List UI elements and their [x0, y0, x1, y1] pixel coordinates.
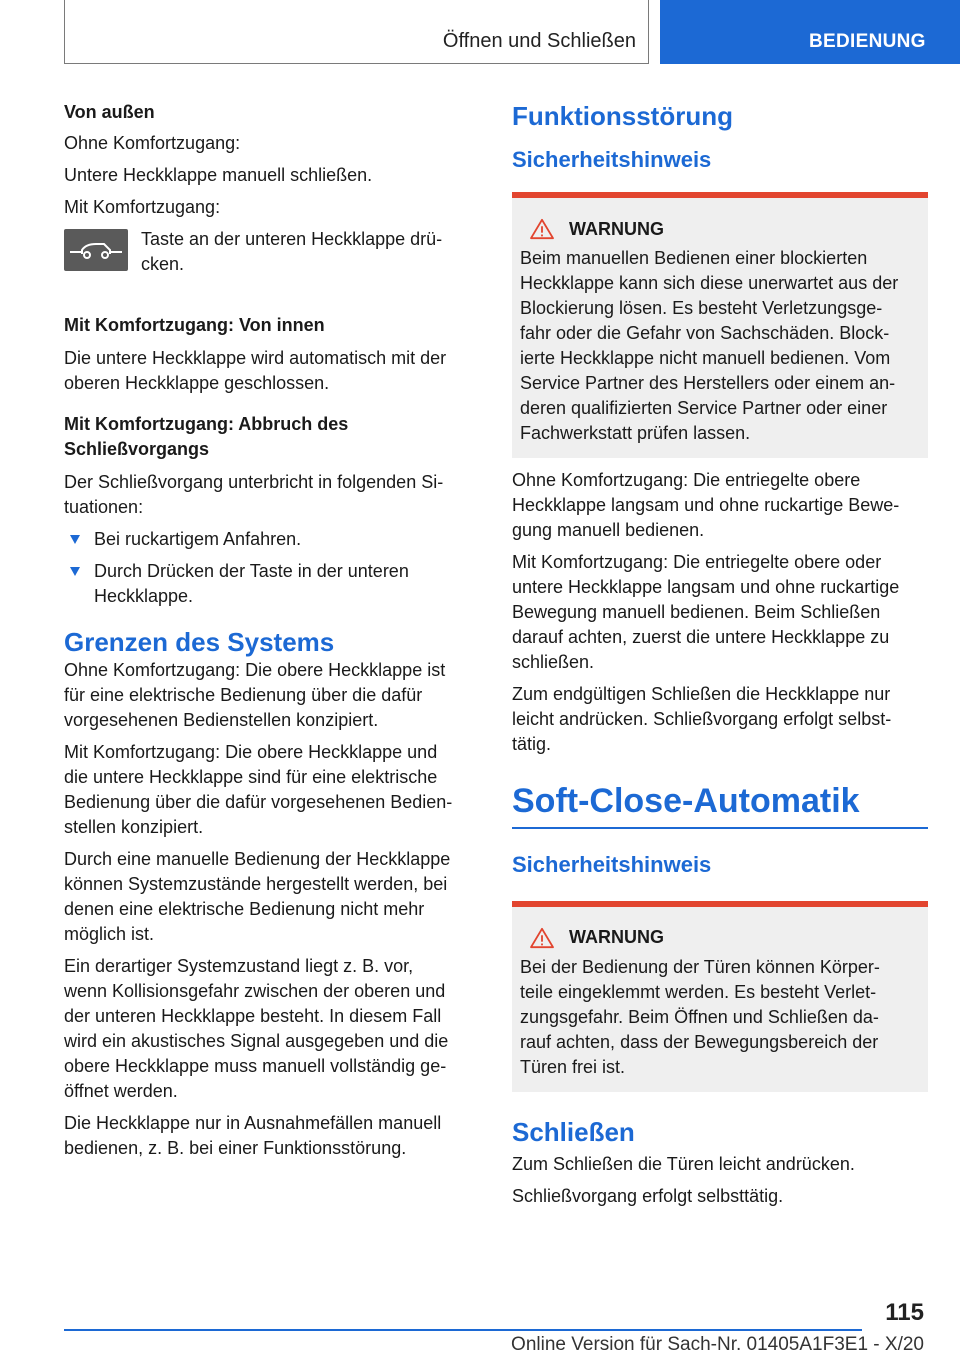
paragraph-line: stellen konzipiert.	[64, 817, 204, 837]
paragraph-line: Bewegung manuell bedienen. Beim Schließen	[512, 602, 881, 622]
warning-box	[512, 901, 928, 1092]
warning-text-line: Türen frei ist.	[520, 1056, 626, 1077]
paragraph-line: öffnet werden.	[64, 1081, 178, 1101]
warning-text-line: teile eingeklemmt werden. Es besteht Verlet-	[520, 981, 877, 1002]
paragraph-line: Heckklappe langsam und ohne ruckartige Bewe-	[512, 495, 900, 515]
text-mit-komfortzugang: Mit Komfortzugang:	[64, 197, 221, 217]
warning-text-line: fahr oder die Gefahr von Sachschäden. Block-	[520, 323, 890, 343]
list-item-text: Durch Drücken der Taste in der unteren	[94, 561, 409, 581]
paragraph	[512, 550, 928, 675]
paragraph-line: obere Heckklappe muss manuell vollständig ge-	[64, 1056, 447, 1076]
heading-sicherheitshinweis: Sicherheitshinweis	[512, 147, 712, 172]
text-schliessen: Zum Schließen die Türen leicht andrücken.	[512, 1153, 855, 1174]
warning-text-line: deren qualifizierten Service Partner oder einer	[520, 398, 888, 418]
list-item-text: Bei ruckartigem Anfahren.	[94, 529, 302, 549]
warning-label: WARNUNG	[569, 218, 664, 239]
paragraph-line: Mit Komfortzugang: Die entriegelte obere oder	[512, 552, 882, 572]
key-text-line: Taste an der unteren Heckklappe drü-	[141, 229, 443, 249]
paragraph	[512, 682, 928, 757]
paragraph-line: für eine elektrische Bedienung über die dafür	[64, 685, 423, 705]
text-abbruch-line: tuationen:	[64, 497, 144, 517]
warning-triangle-icon	[528, 927, 556, 949]
heading-abbruch: Schließvorgangs	[64, 439, 210, 459]
warning-text-line: Blockierung lösen. Es besteht Verletzungsge-	[520, 298, 883, 318]
paragraph-line: untere Heckklappe langsam und ohne ruckartige	[512, 577, 900, 597]
text-ohne-komfortzugang: Ohne Komfortzugang:	[64, 133, 241, 153]
text-untere-manuell: Untere Heckklappe manuell schließen.	[64, 165, 373, 185]
paragraph-line: Ohne Komfortzugang: Die entriegelte obere	[512, 470, 861, 490]
paragraph-line: darauf achten, zuerst die untere Heckklappe zu	[512, 627, 890, 647]
paragraph-line: Ein derartiger Systemzustand liegt z. B. vor,	[64, 956, 414, 976]
heading-schliessen: Schließen	[512, 1116, 635, 1147]
paragraph	[512, 468, 928, 543]
paragraph	[64, 954, 478, 1104]
warning-triangle-icon	[528, 218, 556, 240]
paragraph-line: gung manuell bedienen.	[512, 520, 705, 540]
warning-box	[512, 192, 928, 458]
key-instruction	[64, 227, 478, 277]
paragraph-line: die untere Heckklappe sind für eine elektrische	[64, 767, 438, 787]
text-schliessen: Schließvorgang erfolgt selbsttätig.	[512, 1185, 784, 1206]
paragraph-line: schließen.	[512, 652, 595, 672]
paragraph	[64, 1111, 478, 1161]
paragraph-line: Zum endgültigen Schließen die Heckklappe nur	[512, 684, 891, 704]
warning-text-line: Beim manuellen Bedienen einer blockierten	[520, 248, 868, 268]
paragraph-line: leicht andrücken. Schließvorgang erfolgt selbst-	[512, 709, 892, 729]
paragraph-line: tätig.	[512, 734, 552, 754]
warning-text-line: Fachwerkstatt prüfen lassen.	[520, 423, 751, 443]
list-item	[64, 527, 478, 552]
paragraph-line: können Systemzustände hergestellt werden, bei	[64, 874, 448, 894]
warning-text-line: Service Partner des Herstellers oder einem an-	[520, 373, 896, 393]
footer-online-version: Online Version für Sach-Nr. 01405A1F3E1 - X/20	[511, 1334, 924, 1355]
text-abbruch-line: Der Schließvorgang unterbricht in folgenden Si-	[64, 472, 444, 492]
chapter-tab[interactable]	[660, 0, 960, 64]
paragraph	[64, 658, 478, 733]
text-innen-line: Die untere Heckklappe wird automatisch mit der	[64, 348, 447, 368]
heading-grenzen: Grenzen des Systems	[64, 627, 335, 657]
right-column	[512, 100, 928, 1209]
warning-text-line: Heckklappe kann sich diese unerwartet aus der	[520, 273, 899, 293]
list-item	[64, 559, 478, 609]
paragraph	[64, 740, 478, 840]
paragraph-line: Mit Komfortzugang: Die obere Heckklappe und	[64, 742, 438, 762]
paragraph-line: der unteren Heckklappe besteht. In diesem Fall	[64, 1006, 442, 1026]
heading-funktionsstoerung: Funktionsstörung	[512, 101, 733, 131]
warning-label: WARNUNG	[569, 927, 664, 947]
paragraph-line: wird ein akustisches Signal ausgegeben und die	[64, 1031, 449, 1051]
heading-soft-close: Soft-Close-Automatik	[512, 782, 860, 820]
warning-text-line: rauf achten, dass der Bewegungsbereich der	[520, 1031, 879, 1052]
paragraph-line: bedienen, z. B. bei einer Funktionsstörung.	[64, 1138, 407, 1158]
paragraph-line: Die Heckklappe nur in Ausnahmefällen manuell	[64, 1113, 442, 1133]
warning-text-line: ierte Heckklappe nicht manuell bedienen. Vom	[520, 348, 891, 368]
header-section-box	[64, 0, 649, 64]
paragraph-line: Bedienung über die dafür vorgesehenen Bedien-	[64, 792, 453, 812]
paragraph-line: wenn Kollisionsgefahr zwischen der oberen und	[64, 981, 446, 1001]
paragraph-line: denen eine elektrische Bedienung nicht mehr	[64, 899, 425, 919]
paragraph-line: Durch eine manuelle Bedienung der Heckklappe	[64, 849, 451, 869]
paragraph-line: möglich ist.	[64, 924, 155, 944]
triangle-bullet-icon	[70, 535, 80, 544]
paragraph-line: vorgesehenen Bedienstellen konzipiert.	[64, 710, 379, 730]
key-text-line: cken.	[141, 254, 185, 274]
warning-text-line: Bei der Bedienung der Türen können Körper-	[520, 956, 880, 977]
car-tailgate-key-icon	[64, 229, 128, 271]
page-number: 115	[885, 1299, 924, 1326]
triangle-bullet-icon	[70, 567, 80, 576]
list-item-text: Heckklappe.	[94, 586, 194, 606]
text-innen-line: oberen Heckklappe geschlossen.	[64, 373, 330, 393]
heading-von-innen: Mit Komfortzugang: Von innen	[64, 315, 325, 335]
footer-rule	[64, 1329, 862, 1331]
paragraph	[64, 847, 478, 947]
chapter-tab-label: BEDIENUNG	[809, 31, 926, 52]
heading-von-aussen: Von außen	[64, 102, 155, 122]
paragraph-line: Ohne Komfortzugang: Die obere Heckklappe ist	[64, 660, 446, 680]
heading-sicherheitshinweis-2: Sicherheitshinweis	[512, 851, 712, 877]
heading-abbruch: Mit Komfortzugang: Abbruch des	[64, 414, 349, 434]
section-title: Öffnen und Schließen	[442, 30, 636, 52]
left-column	[64, 100, 478, 1161]
warning-text-line: zungsgefahr. Beim Öffnen und Schließen da-	[520, 1006, 879, 1027]
